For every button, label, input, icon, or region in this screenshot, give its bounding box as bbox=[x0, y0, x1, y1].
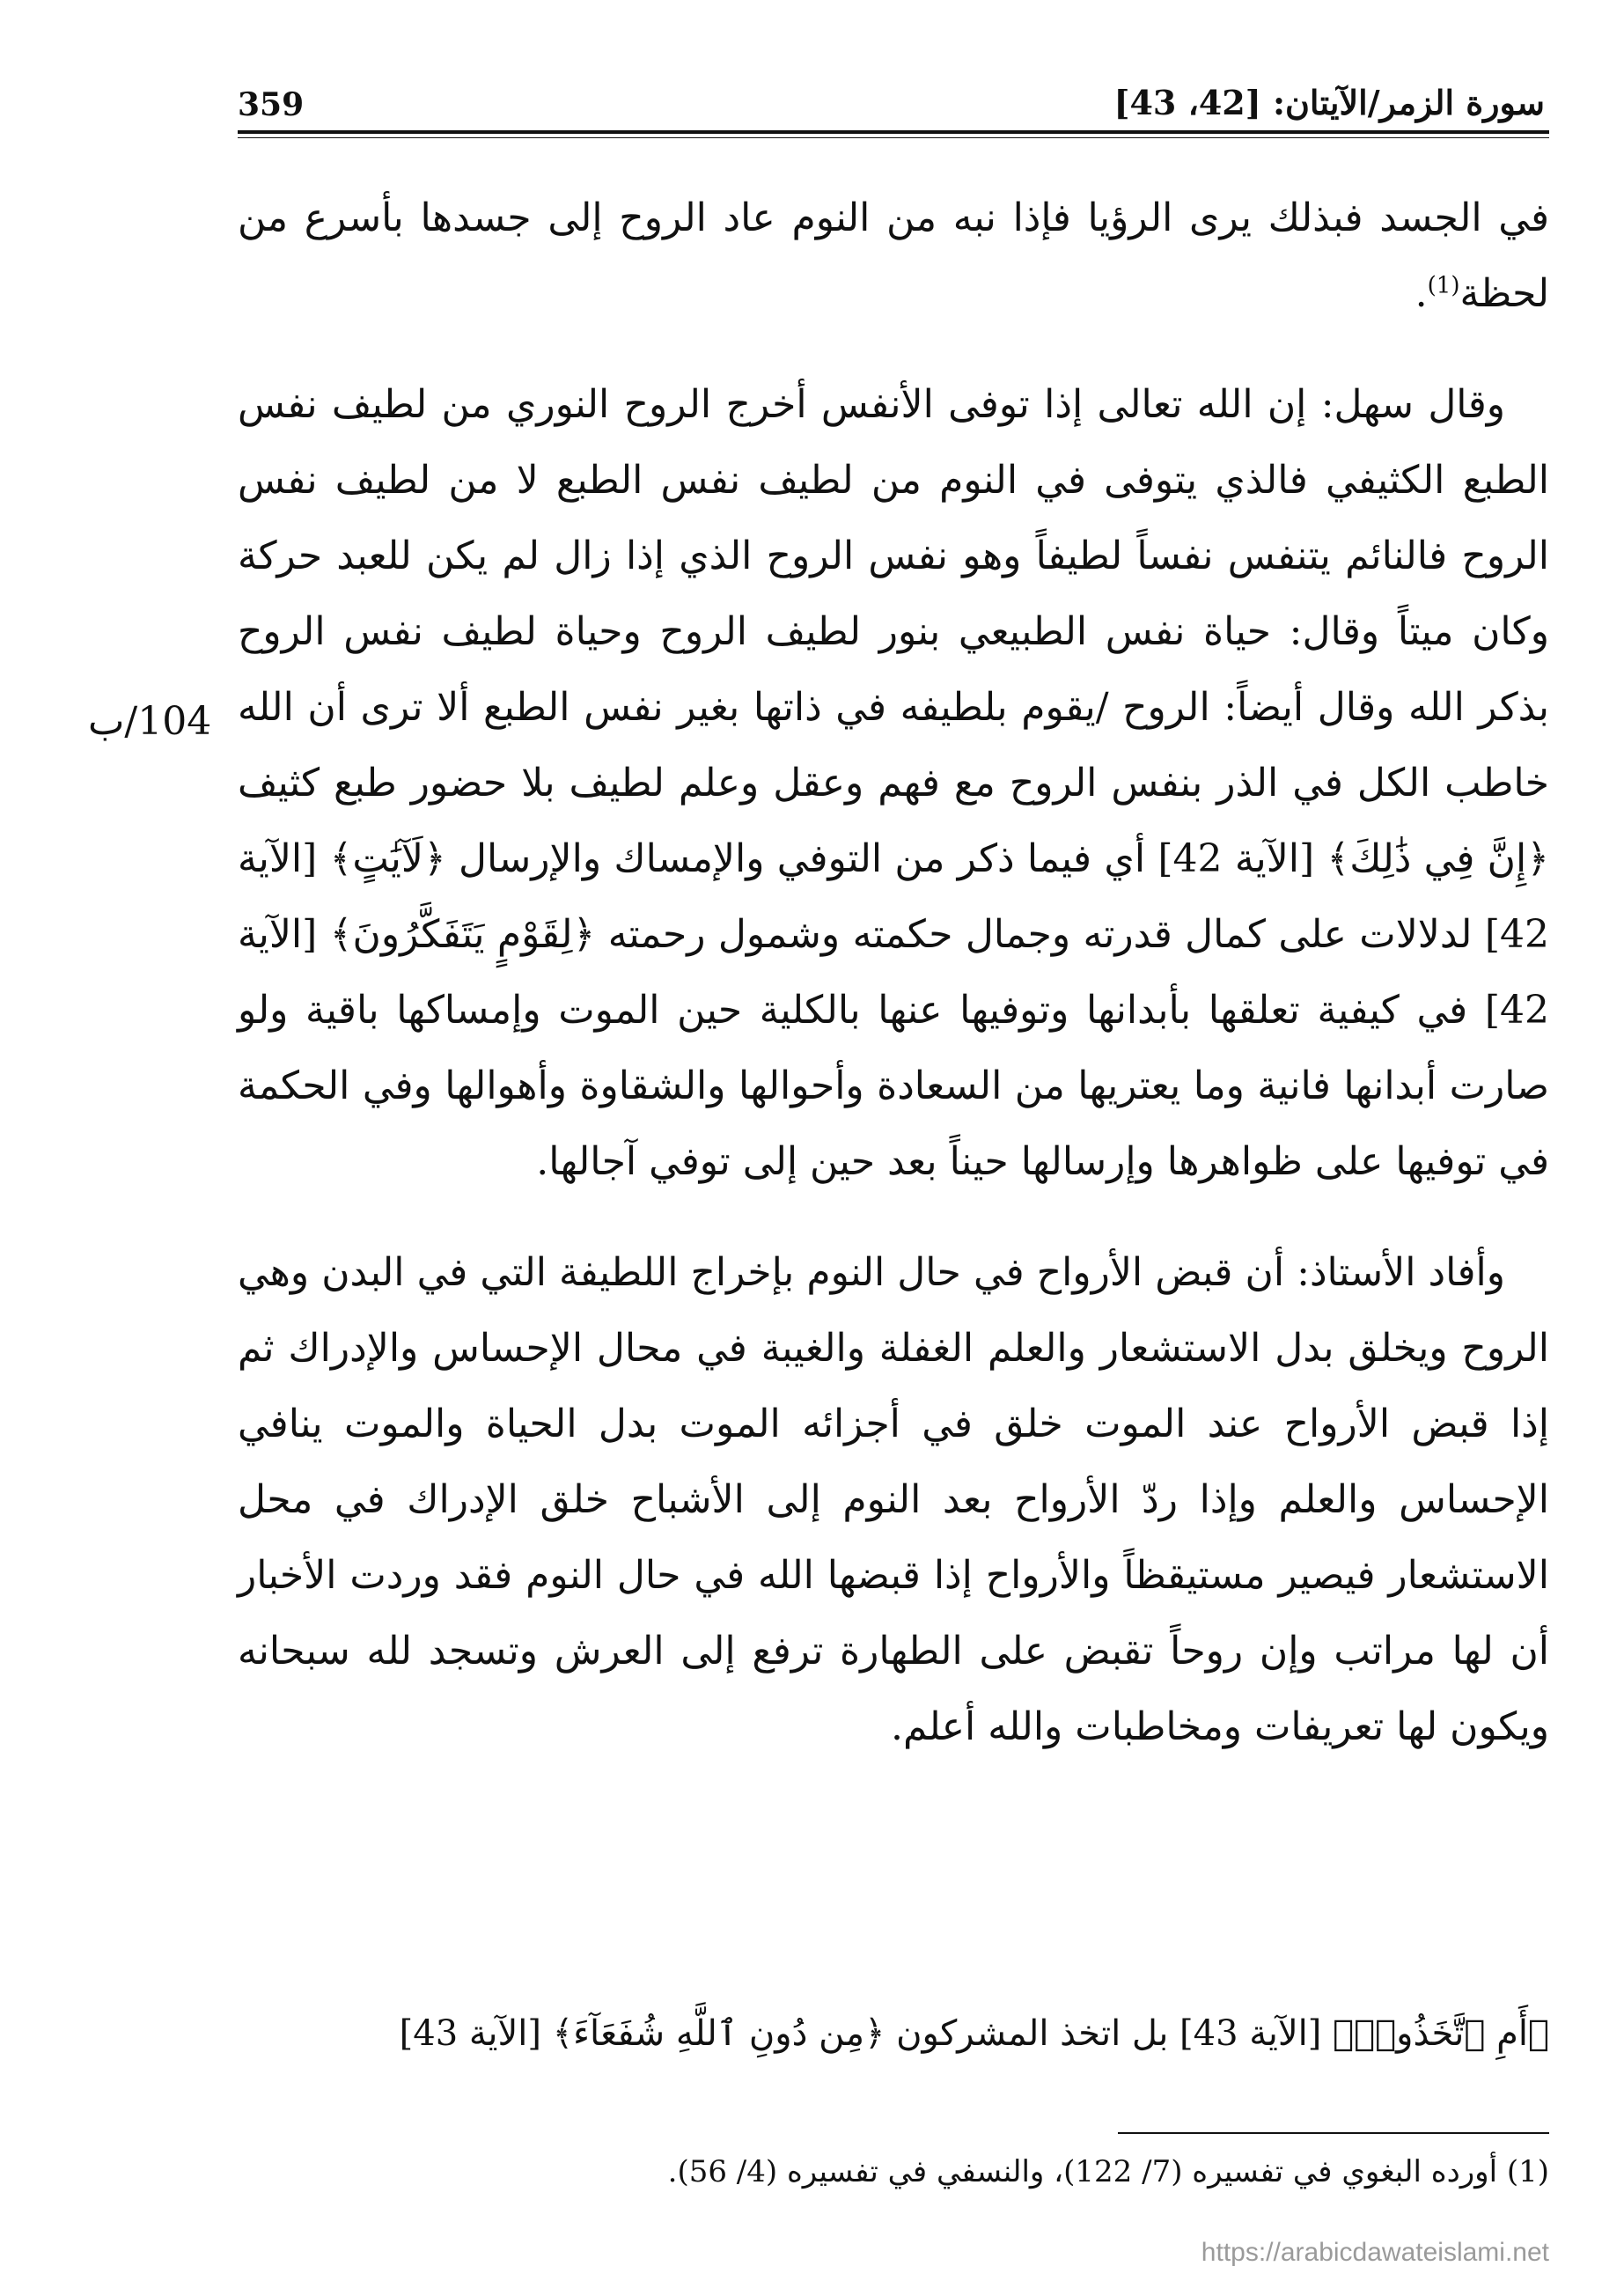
paragraph-2: وقال سهل: إن الله تعالى إذا توفى الأنفس أخرج الروح النوري من لطيف نفس الطبع الكثيفي فالذي يتوفى في النوم من لطيف نفس الطبع لا من لطيف نفس الروح فالنائم يتنفس نفساً لطيفاً وهو نفس الروح الذي إذا زال لم يكن للعبد حركة وكان ميتاً وقال: حياة نفس الطبيعي بنور لطيف الروح وحياة لطيف نفس الروح بذكر الله وقال أيضاً: الروح /يقوم بلطيفه في ذاتها بغير نفس الطبع ألا ترى أن الله خاطب الكل في الذر بنفس الروح مع فهم وعقل وعلم لطيف بلا حضور طبع كثيف ﴿إِنَّ فِي ذَٰلِكَ﴾ [الآية 42] أي فيما ذكر من التوفي والإمساك والإرسال ﴿لَآيَٰتٍ﴾ [الآية 42] لدلالات على كمال قدرته وجمال حكمته وشمول رحمته ﴿لِقَوْمٍ يَتَفَكَّرُونَ﴾ [الآية 42] في كيفية تعلقها بأبدانها وتوفيها عنها بالكلية حين الموت وإمساكها باقية ولو صارت أبدانها فانية وما يعتريها من السعادة وأحوالها والشقاوة وأهوالها وفي الحكمة في توفيها على ظواهرها وإرسالها حيناً بعد حين إلى توفي آجالها. bbox=[238, 382, 1550, 1184]
paragraph-3: وأفاد الأستاذ: أن قبض الأرواح في حال النوم بإخراج اللطيفة التي في البدن وهي الروح ويخلق بدل الاستشعار والعلم الغفلة والغيبة في محال الإحساس والإدراك ثم إذا قبض الأرواح عند الموت خلق في أجزائه الموت بدل الحياة والموت ينافي الإحساس والعلم وإذا ردّ الأرواح بعد النوم إلى الأشباح خلق الإدراك في محل الاستشعار فيصير مستيقظاً والأرواح إذا قبضها الله في حال النوم فقد وردت الأخبار أن لها مراتب وإن روحاً تقبض على الطهارة ترفع إلى العرش وتسجد لله سبحانه ويكون لها تعريفات ومخاطبات والله أعلم. bbox=[238, 1250, 1549, 1749]
footnote: (1) أورده البغوي في تفسيره (7/ 122)، والنسفي في تفسيره (4/ 56). bbox=[667, 2154, 1549, 2189]
manuscript-folio-note: 104/ب bbox=[88, 699, 212, 744]
paragraph-tail: . bbox=[1415, 271, 1428, 316]
paragraph-1 bbox=[238, 180, 1549, 332]
verse-heading: ﴿أَمِ ٱتَّخَذُوا۟﴾ [الآية 43] بل اتخذ المشركون ﴿مِن دُونِ ٱللَّهِ شُفَعَآءَ﴾ [الآية 43] bbox=[399, 2013, 1549, 2054]
header-rule-thin bbox=[238, 137, 1549, 138]
paragraph-text: في الجسد فبذلك يرى الرؤيا فإذا نبه من النوم عاد الروح إلى جسدها بأسرع من لحظة bbox=[238, 195, 1549, 316]
footnote-reference: (1) bbox=[1427, 272, 1460, 299]
main-text bbox=[238, 180, 1549, 1800]
watermark-url: https://arabicdawateislami.net bbox=[1201, 2238, 1549, 2267]
footnote-rule bbox=[1118, 2132, 1549, 2134]
running-head: سورة الزمر/الآيتان: [42، 43] bbox=[1113, 83, 1545, 122]
page-number: 359 bbox=[238, 86, 305, 123]
header-rule bbox=[238, 130, 1549, 134]
